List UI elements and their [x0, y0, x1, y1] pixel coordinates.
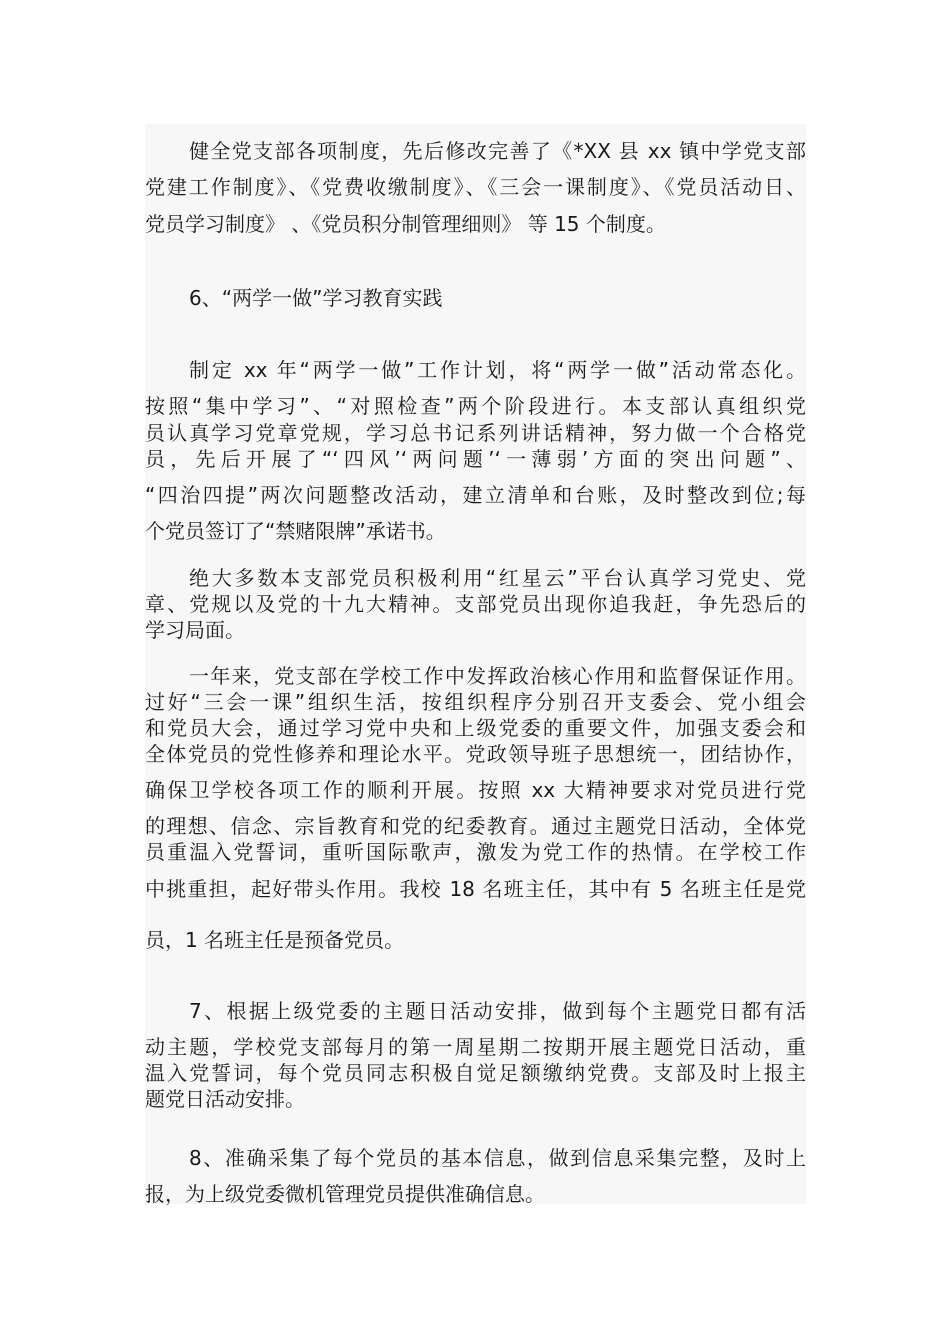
section-item-7: 7、根据上级党委的主题日活动安排，做到每个主题党日都有活 — [189, 999, 806, 1023]
paragraph-line: 个党员签订了“禁赌限牌”承诺书。 — [145, 519, 446, 543]
section-heading-6: 6、“两学一做”学习教育实践 — [189, 286, 443, 310]
paragraph-line: 报，为上级党委微机管理党员提供准确信息。 — [145, 1182, 545, 1206]
paragraph-line: 和党员大会，通过学习党中央和上级党委的重要文件，加强支委会和 — [145, 716, 806, 740]
paragraph-line: 中挑重担，起好带头作用。我校 18 名班主任，其中有 5 名班主任是党 — [145, 877, 806, 901]
paragraph-line: 章、党规以及党的十九大精神。支部党员出现你追我赶，争先恐后的 — [145, 592, 806, 616]
paragraph-line: 制定 xx 年“两学一做”工作计划，将“两学一做”活动常态化。 — [189, 358, 806, 382]
paragraph-line: 健全党支部各项制度，先后修改完善了《*XX 县 xx 镇中学党支部 — [189, 139, 806, 163]
paragraph-line: 党员学习制度》 、《党员积分制管理细则》 等 15 个制度。 — [145, 212, 666, 236]
paragraph-line: 一年来，党支部在学校工作中发挥政治核心作用和监督保证作用。 — [189, 664, 806, 688]
paragraph-line: 的理想、信念、宗旨教育和党的纪委教育。通过主题党日活动，全体党 — [145, 814, 806, 838]
paragraph-line: 题党日活动安排。 — [145, 1087, 305, 1111]
paragraph-line: 全体党员的党性修养和理论水平。党政领导班子思想统一，团结协作， — [145, 742, 806, 766]
paragraph-line: 员重温入党誓词，重听国际歌声，激发为党工作的热情。在学校工作 — [145, 840, 806, 864]
paragraph-line: 党建工作制度》、《党费收缴制度》、《三会一课制度》、《党员活动日、 — [145, 175, 806, 199]
section-item-8: 8、准确采集了每个党员的基本信息，做到信息采集完整，及时上 — [189, 1146, 806, 1170]
paragraph-line: “四治四提”两次问题整改活动，建立清单和台账，及时整改到位;每 — [145, 483, 806, 507]
paragraph-line: 员，1 名班主任是预备党员。 — [145, 928, 405, 952]
paragraph-line: 学习局面。 — [145, 618, 245, 642]
paragraph-line: 温入党誓词，每个党员同志积极自觉足额缴纳党费。支部及时上报主 — [145, 1061, 806, 1085]
paragraph-line: 绝大多数本支部党员积极利用“红星云”平台认真学习党史、党 — [189, 566, 806, 590]
paragraph-line: 员认真学习党章党规，学习总书记系列讲话精神，努力做一个合格党 — [145, 421, 806, 445]
paragraph-line: 按照“集中学习”、“对照检查”两个阶段进行。本支部认真组织党 — [145, 394, 806, 418]
paragraph-line: 动主题，学校党支部每月的第一周星期二按期开展主题党日活动，重 — [145, 1035, 806, 1059]
paragraph-line: 确保卫学校各项工作的顺利开展。按照 xx 大精神要求对党员进行党 — [145, 778, 806, 802]
paragraph-line: 员，先后开展了“‘四风’‘两问题’‘一薄弱’方面的突出问题”、 — [145, 447, 806, 471]
paragraph-line: 过好“三会一课”组织生活，按组织程序分别召开支委会、党小组会 — [145, 690, 806, 714]
